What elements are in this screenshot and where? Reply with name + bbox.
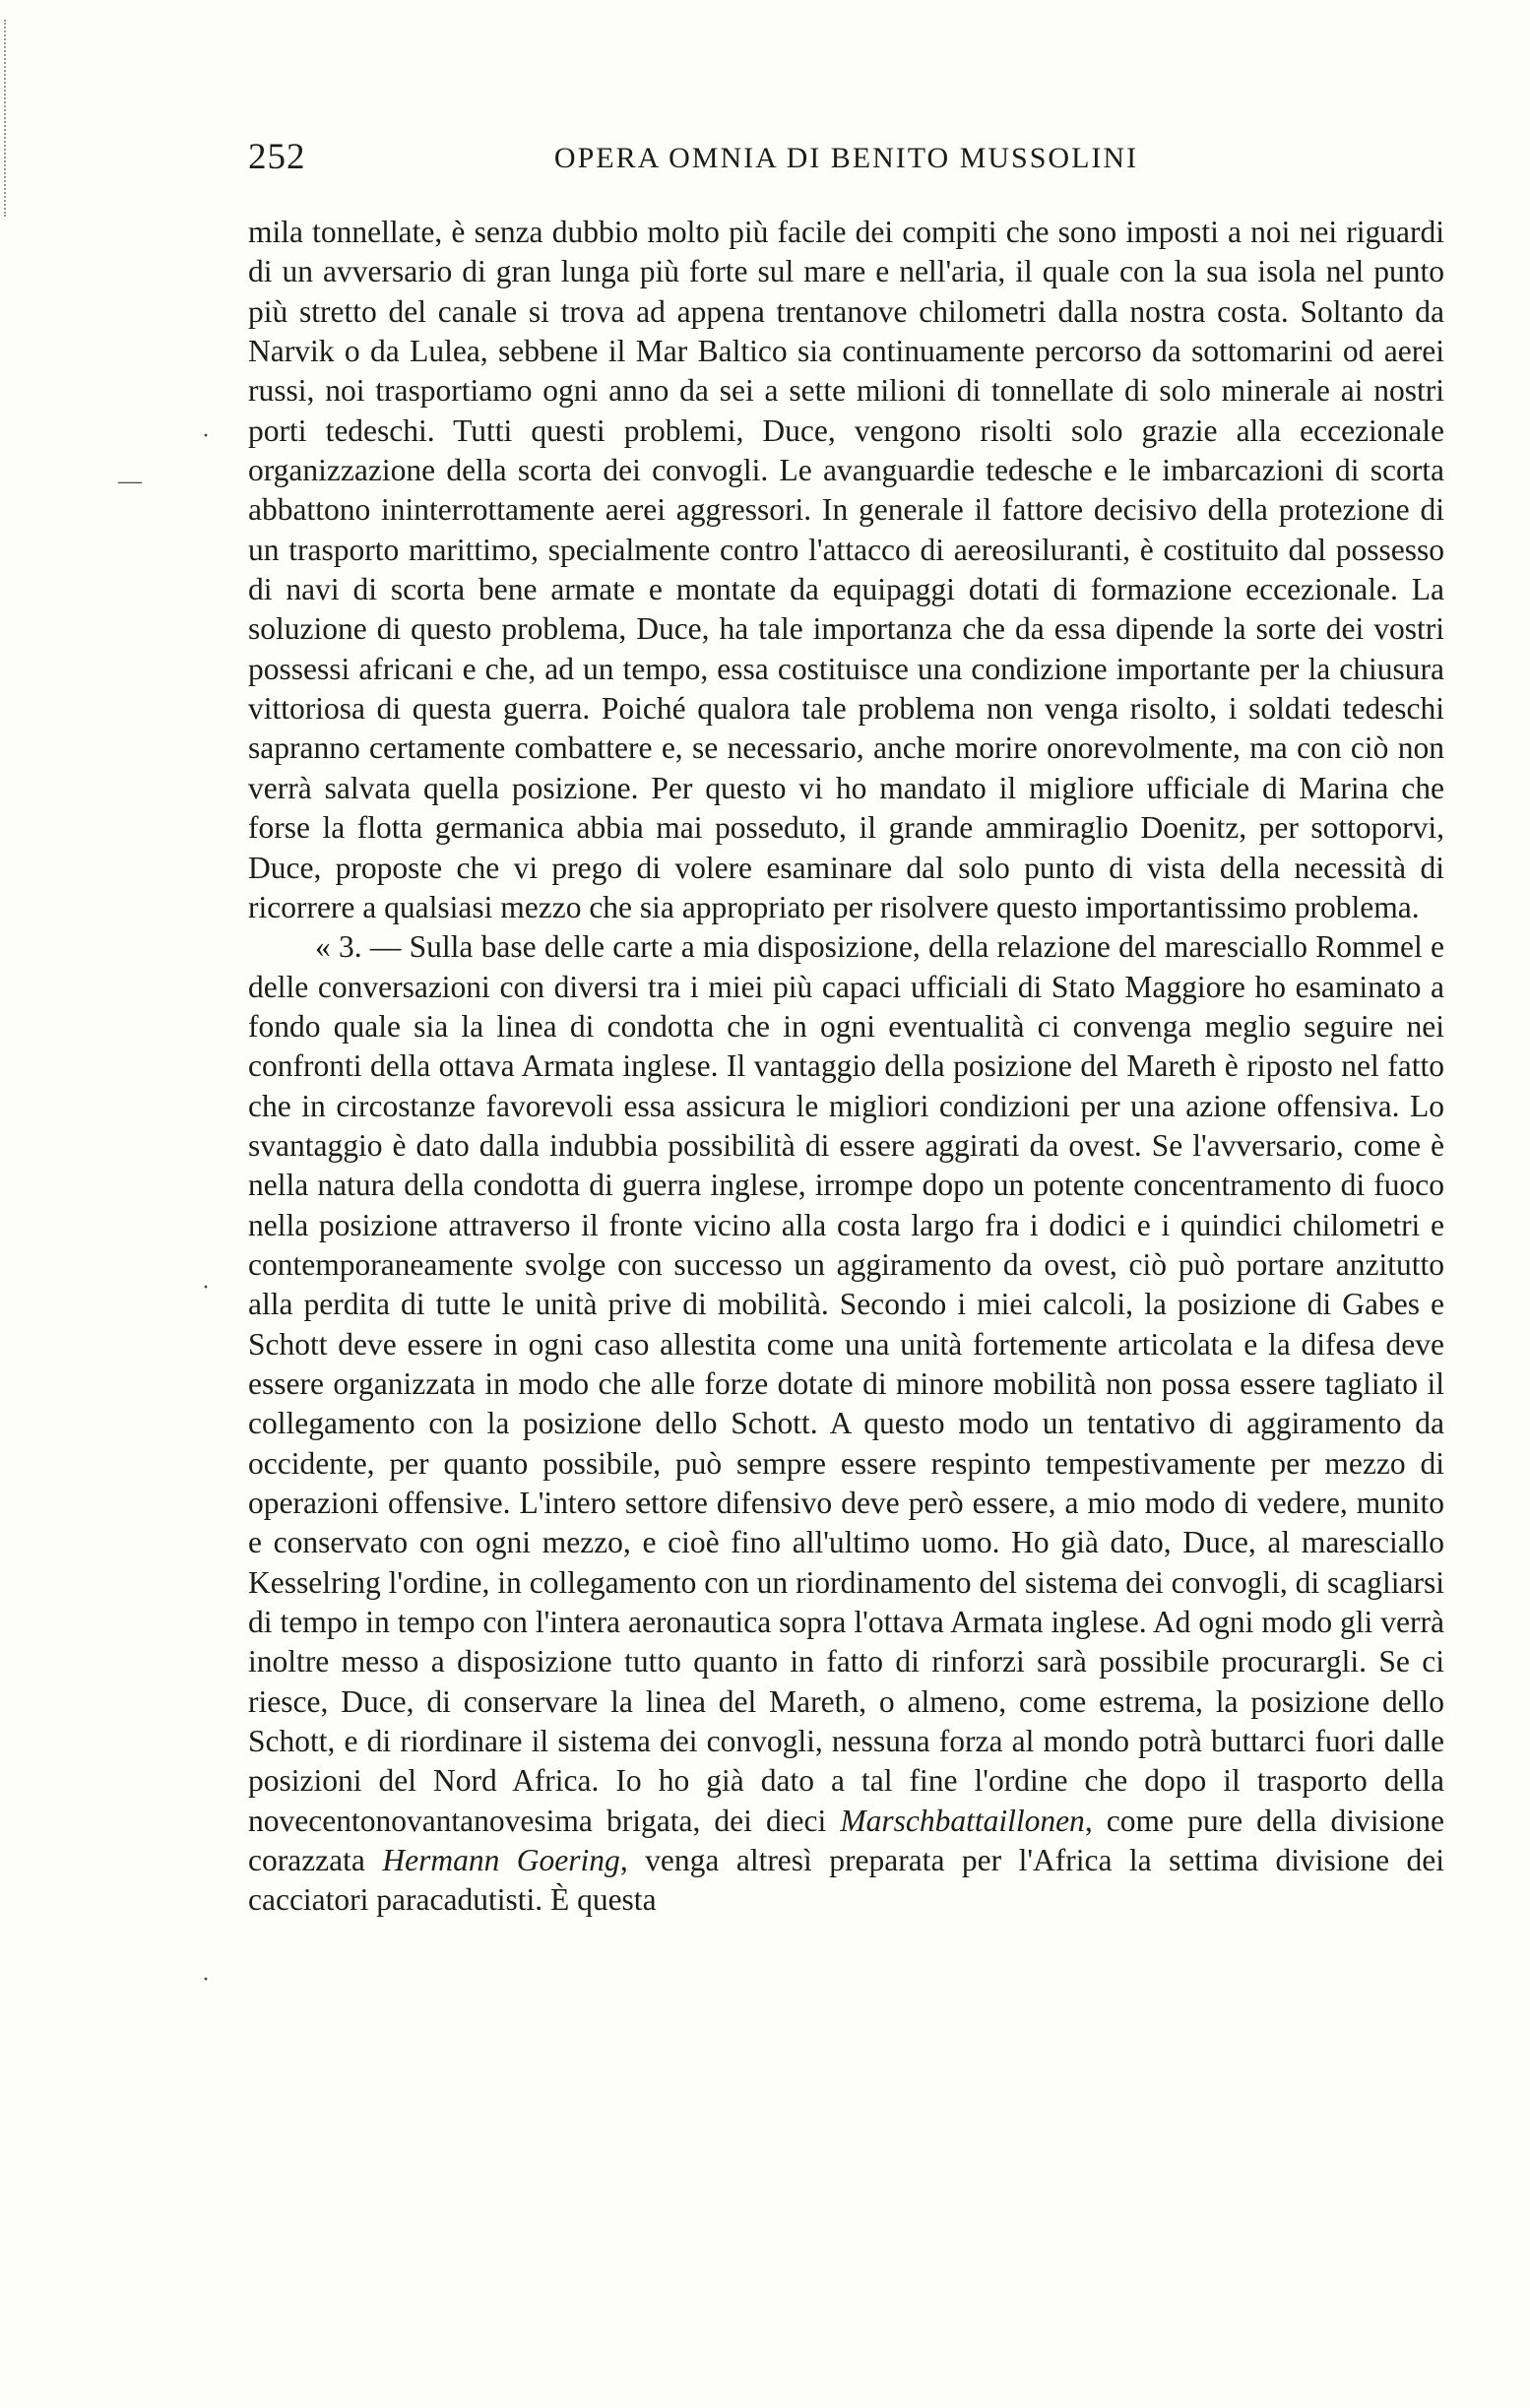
binding-edge [4, 20, 8, 217]
margin-dot: · [202, 423, 210, 449]
margin-dot: · [202, 1275, 210, 1300]
text-run: mila tonnellate, è senza dubbio molto più facile dei compiti che sono imposti a noi nei riguardi di un avversario di gran lunga più forte sul mare e nell'aria, il quale con la sua isola nel punto più stretto del canale si trova ad appena trentanove chilometri dalla nostra costa. Soltanto da Narvik o da Lulea, sebbene il Mar Baltico sia continuamente percorso da sottomarini od aerei russi, noi trasportiamo ogni anno da sei a sette milioni di tonnellate di solo minerale ai nostri porti tedeschi. Tutti questi problemi, Duce, vengono risolti solo grazie alla eccezionale organizzazione della scorta dei convogli. Le avanguardie tedesche e le imbarcazioni di scorta abbattono ininterrottamente aerei aggressori. In generale il fattore decisivo della protezione di un trasporto marittimo, specialmente contro l'attacco di aereosiluranti, è costituito dal possesso di navi di scorta bene armate e montate da equipaggi dotati di formazione eccezionale. La soluzione di questo problema, Duce, ha tale importanza che da essa dipende la sorte dei vostri possessi africani e che, ad un tempo, essa costituisce una condizione importante per la chiusura vittoriosa di questa guerra. Poiché qualora tale problema non venga risolto, i soldati tedeschi sapranno certamente combattere e, se necessario, anche morire onorevolmente, ma con ciò non verrà salvata quella posizione. Per questo vi ho mandato il migliore ufficiale di Marina che forse la flotta germanica abbia mai posseduto, il grande ammiraglio Doenitz, per sottoporvi, Duce, proposte che vi prego di volere esaminare dal solo punto di vista della necessità di ricorrere a qualsiasi mezzo che sia appropriato per risolvere questo importantissimo problema. [248, 215, 1444, 924]
paragraph-2 [248, 927, 1444, 1921]
margin-dot: · [202, 1967, 210, 1993]
text-run: , come pure della divisione corazzata [248, 1803, 1444, 1878]
running-title: OPERA OMNIA DI BENITO MUSSOLINI [553, 142, 1139, 174]
italic-term: Marschbattaillonen [840, 1803, 1085, 1838]
body-text [248, 213, 1444, 1921]
italic-term: Hermann Goering [382, 1843, 620, 1878]
text-run: « 3. — Sulla base delle carte a mia disposizione, della relazione del maresciallo Rommel e delle conversazioni con diversi tra i miei più capaci ufficiali di Stato Maggiore ho esaminato a fondo quale sia la linea di condotta che in ogni eventualità ci convenga meglio seguire nei confronti della ottava Armata inglese. Il vantaggio della posizione del Mareth è riposto nel fatto che in circostanze favorevoli essa assicura le migliori condizioni per una azione offensiva. Lo svantaggio è dato dalla indubbia possibilità di essere aggirati da ovest. Se l'avversario, come è nella natura della condotta di guerra inglese, irrompe dopo un potente concentramento di fuoco nella posizione attraverso il fronte vicino alla costa largo fra i dodici e i quindici chilometri e contemporaneamente svolge con successo un aggiramento da ovest, ciò può portare anzitutto alla perdita di tutte le unità prive di mobilità. Secondo i miei calcoli, la posizione di Gabes e Schott deve essere in ogni caso allestita come una unità fortemente articolata e la difesa deve essere organizzata in modo che alle forze dotate di minore mobilità non possa essere tagliato il collegamento con la posizione dello Schott. A questo modo un tentativo di aggiramento da occidente, per quanto possibile, può sempre essere respinto tempestivamente per mezzo di operazioni offensive. L'intero settore difensivo deve però essere, a mio modo di vedere, munito e conservato con ogni mezzo, e cioè fino all'ultimo uomo. Ho già dato, Duce, al maresciallo Kesselring l'ordine, in collegamento con un riordinamento del sistema dei convogli, di scagliarsi di tempo in tempo con l'intera aeronautica sopra l'ottava Armata inglese. Ad ogni modo gli verrà inoltre messo a disposizione tutto quanto in fatto di rinforzi sarà possibile procurargli. Se ci riesce, Duce, di conservare la linea del Mareth, o almeno, come estrema, la posizione dello Schott, e di riordinare il sistema dei convogli, nessuna forza al mondo potrà buttarci fuori dalle posizioni del Nord Africa. Io ho già dato a tal fine l'ordine che dopo il trasporto della novecentonovantanovesima brigata, dei dieci [248, 929, 1444, 1838]
paragraph-1 [248, 213, 1444, 927]
margin-dash: — [118, 469, 142, 494]
page-number: 252 [248, 137, 306, 177]
text-run: , venga altresì preparata per l'Africa la settima divisione dei cacciatori paracadutisti. È questa [248, 1843, 1444, 1918]
page-header [248, 136, 1444, 185]
